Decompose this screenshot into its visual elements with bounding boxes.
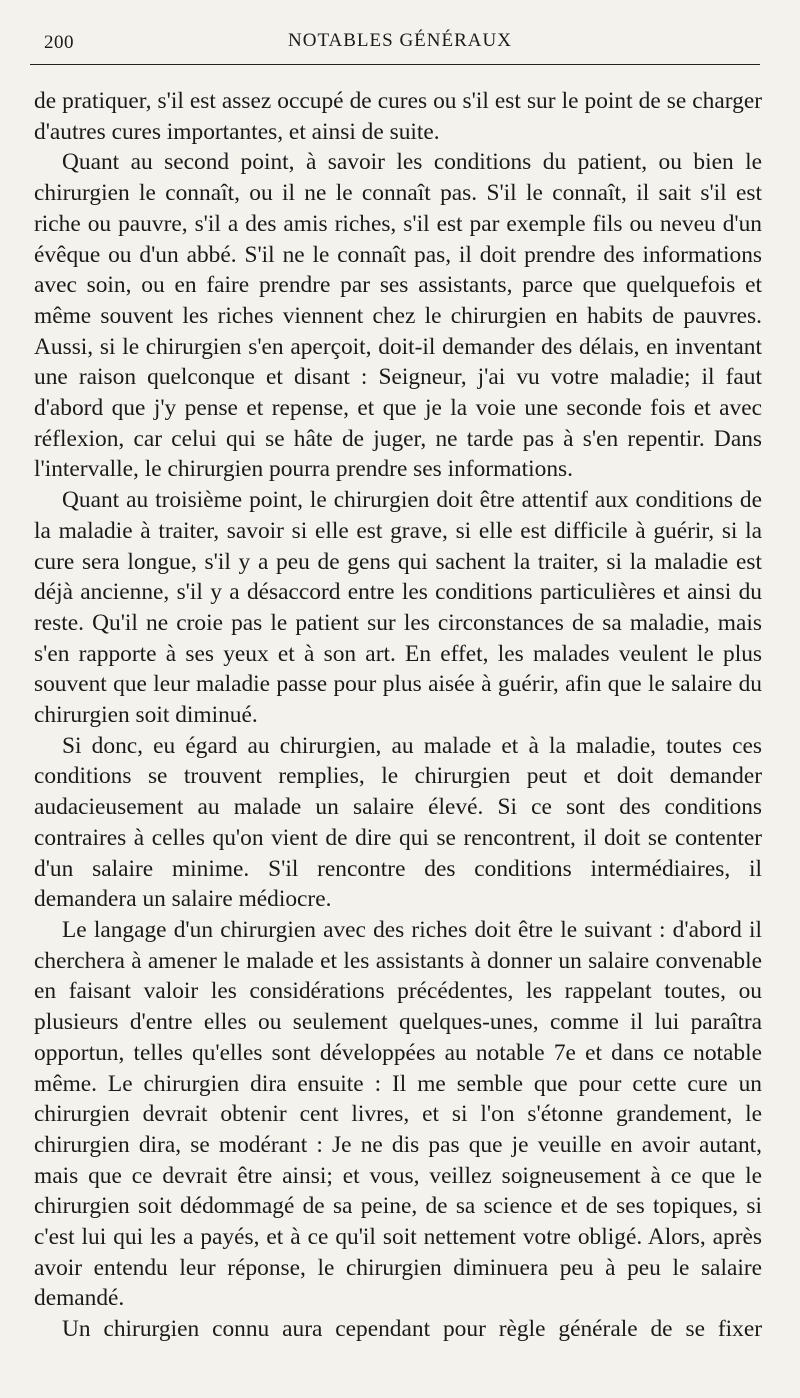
paragraph-continuation: de pratiquer, s'il est assez occupé de cures ou s'il est sur le point de se charger d'autres cures importantes, et ainsi de suite. [34,88,762,145]
body-text [34,86,762,1345]
page-header [30,26,760,66]
page-number: 200 [44,32,74,53]
paragraph-second-point: Quant au second point, à savoir les conditions du patient, ou bien le chirurgien le connaît, ou il ne le connaît pas. S'il le connaît, il sait s'il est riche ou pauvre, s'il a des amis riches, s'il est par exemple fils ou neveu d'un évêque ou d'un abbé. S'il ne le connaît pas, il doit prendre des informations avec soin, ou en faire prendre par ses assistants, parce que quelquefois et même souvent les riches viennent chez le chirurgien en habits de pauvres. Aussi, si le chirurgien s'en aperçoit, doit-il demander des délais, en inventant une raison quelconque et disant : Seigneur, j'ai vu votre maladie; il faut d'abord que j'y pense et repense, et que je la voie une seconde fois et avec réflexion, car celui qui se hâte de juger, ne tarde pas à s'en repentir. Dans l'intervalle, le chirurgien pourra prendre ses informations. [34,149,762,483]
paragraph-salary-conditions: Si donc, eu égard au chirurgien, au malade et à la maladie, toutes ces conditions se trouvent remplies, le chirurgien peut et doit demander audacieusement au malade un salaire élevé. Si ce sont des conditions contraires à celles qu'on vient de dire qui se rencontrent, il doit se contenter d'un salaire minime. S'il rencontre des conditions intermédiaires, il demandera un salaire médiocre. [34,732,762,913]
running-title: NOTABLES GÉNÉRAUX [288,30,512,51]
paragraph-third-point: Quant au troisième point, le chirurgien doit être attentif aux conditions de la maladie à traiter, savoir si elle est grave, si elle est difficile à guérir, si la cure sera longue, s'il y a peu de gens qui sachent la traiter, si la maladie est déjà ancienne, s'il y a désaccord entre les conditions particulières et ainsi du reste. Qu'il ne croie pas le patient sur les circonstances de sa maladie, mais s'en rapporte à ses yeux et à son art. En effet, les malades veulent le plus souvent que leur maladie passe pour plus aisée à guérir, afin que le salaire du chirurgien soit diminué. [34,487,762,729]
header-rule [30,64,760,65]
paragraph-general-rule: Un chirurgien connu aura cependant pour règle générale de se fixer [62,1316,762,1343]
paragraph-language-with-rich: Le langage d'un chirurgien avec des riches doit être le suivant : d'abord il cherchera à amener le malade et les assistants à donner un salaire convenable en faisant valoir les considérations précédentes, les rappelant toutes, ou plusieurs d'entre elles ou seulement quelques-unes, comme il lui paraîtra opportun, telles qu'elles sont développées au notable 7e et dans ce notable même. Le chirurgien dira ensuite : Il me semble que pour cette cure un chirurgien devrait obtenir cent livres, et si l'on s'étonne grandement, le chirurgien dira, se modérant : Je ne dis pas que je veuille en avoir autant, mais que ce devrait être ainsi; et vous, veillez soigneusement à ce que le chirurgien soit dédommagé de sa peine, de sa science et de ses topiques, si c'est lui qui les a payés, et à ce qu'il soit nettement votre obligé. Alors, après avoir entendu leur réponse, le chirurgien diminuera peu à peu le salaire demandé. [34,916,762,1312]
